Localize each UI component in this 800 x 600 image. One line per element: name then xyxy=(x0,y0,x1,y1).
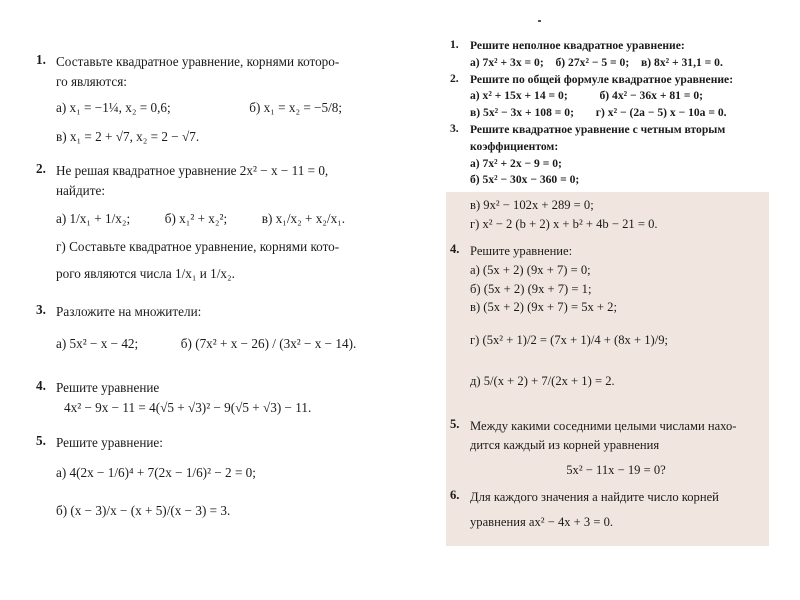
scan-speck xyxy=(538,20,541,22)
task-item: в) 5x² − 3x + 108 = 0; xyxy=(470,106,574,120)
task-title-cont: коэффициентом: xyxy=(470,139,559,153)
task-item: рого являются числа 1/x₁ и 1/x₂. xyxy=(56,266,235,282)
task-item: в) 9x² − 102x + 289 = 0; xyxy=(470,198,594,212)
task-item: г) x² − 2 (b + 2) x + b² + 4b − 21 = 0. xyxy=(470,216,658,231)
task-title: Не решая квадратное уравнение 2x² − x − 11 = 0, xyxy=(56,163,329,179)
task-title: Решите неполное квадратное уравнение: xyxy=(470,39,685,52)
left-task-3 xyxy=(36,302,356,354)
task-item: д) 5/(x + 2) + 7/(2x + 1) = 2. xyxy=(470,374,615,389)
task-title-cont: найдите: xyxy=(56,182,106,198)
task-number: 3. xyxy=(450,121,459,135)
task-item: б) 4x² − 36x + 81 = 0; xyxy=(599,89,703,103)
task-item: а) 5x² − x − 42; xyxy=(56,335,139,351)
left-task-1 xyxy=(36,52,356,147)
task-number: 6. xyxy=(450,487,460,502)
task-title: Для каждого значения a найдите число корней xyxy=(470,489,719,504)
task-item: б) x₁² + x₂²; xyxy=(164,210,228,226)
task-item: г) Составьте квадратное уравнение, корнями кото- xyxy=(56,238,340,254)
right-task-6 xyxy=(450,488,762,532)
task-equation: 5x² − 11x − 19 = 0? xyxy=(566,462,666,477)
task-title: Решите уравнение: xyxy=(56,435,163,451)
task-title: Решите уравнение: xyxy=(470,243,573,258)
task-item: а) x² + 15x + 14 = 0; xyxy=(470,89,568,103)
left-task-4 xyxy=(36,378,356,418)
left-page xyxy=(36,52,356,521)
right-page-bottom xyxy=(450,196,762,532)
right-task-1 xyxy=(450,38,770,72)
task-item: г) x² − (2a − 5) x − 10a = 0. xyxy=(595,106,727,120)
task-item: г) (5x² + 1)/2 = (7x + 1)/4 + (8x + 1)/9; xyxy=(470,333,669,348)
task-title: Между какими соседними целыми числами нахо- xyxy=(470,419,737,434)
task-item: б) 5x² − 30x − 360 = 0; xyxy=(470,173,580,187)
task-item: б) (5x + 2) (9x + 7) = 1; xyxy=(470,281,592,296)
task-number: 1. xyxy=(36,52,46,67)
task-equation: 4x² − 9x − 11 = 4(√5 + √3)² − 9(√5 + √3) − 11. xyxy=(64,399,312,415)
task-number: 3. xyxy=(36,302,46,318)
task-item: в) x₁ = 2 + √7, x₂ = 2 − √7. xyxy=(56,129,200,145)
task-number: 1. xyxy=(450,38,459,51)
task-title: Составьте квадратное уравнение, корнями которо- xyxy=(56,54,340,69)
task-title: Разложите на множители: xyxy=(56,304,202,320)
task-item: а) 4(2x − 1/6)⁴ + 7(2x − 1/6)² − 2 = 0; xyxy=(56,465,256,481)
task-item: а) 7x² + 2x − 9 = 0; xyxy=(470,156,562,170)
right-task-3 xyxy=(450,122,770,189)
left-task-5 xyxy=(36,433,356,520)
task-item: в) x₁/x₂ + x₂/x₁. xyxy=(261,210,346,226)
task-item: б) 27x² − 5 = 0; xyxy=(555,55,630,69)
task-item: б) (7x² + x − 26) / (3x² − x − 14). xyxy=(180,335,357,351)
right-page-top xyxy=(450,38,770,189)
task-item: а) 1/x₁ + 1/x₂; xyxy=(56,210,131,226)
task-title-cont: го являются: xyxy=(56,73,127,89)
task-number: 4. xyxy=(36,377,46,393)
task-item: б) x₁ = x₂ = −5/8; xyxy=(249,99,343,115)
task-number: 5. xyxy=(450,417,460,432)
task-item: а) x₁ = −1¼, x₂ = 0,6; xyxy=(56,99,171,115)
task-number: 4. xyxy=(450,241,460,256)
right-task-5 xyxy=(450,417,762,480)
task-title-cont: дится каждый из корней уравнения xyxy=(470,438,660,453)
task-title: Решите по общей формуле квадратное уравнение: xyxy=(470,72,734,86)
task-item: в) (5x + 2) (9x + 7) = 5x + 2; xyxy=(470,300,617,315)
right-task-4 xyxy=(450,242,762,391)
task-item: а) 7x² + 3x = 0; xyxy=(470,55,544,69)
task-item: в) 8x² + 31,1 = 0. xyxy=(641,55,723,69)
task-item: б) (x − 3)/x − (x + 5)/(x − 3) = 3. xyxy=(56,502,231,518)
task-title-cont: уравнения ax² − 4x + 3 = 0. xyxy=(470,514,614,529)
task-title: Решите квадратное уравнение с четным вторым xyxy=(470,122,726,136)
task-item: а) (5x + 2) (9x + 7) = 0; xyxy=(470,262,591,277)
task-number: 5. xyxy=(36,433,46,449)
task-title: Решите уравнение xyxy=(56,379,160,395)
right-task-2 xyxy=(450,72,770,122)
task-number: 2. xyxy=(36,161,46,177)
task-number: 2. xyxy=(450,71,459,85)
left-task-2 xyxy=(36,161,356,284)
